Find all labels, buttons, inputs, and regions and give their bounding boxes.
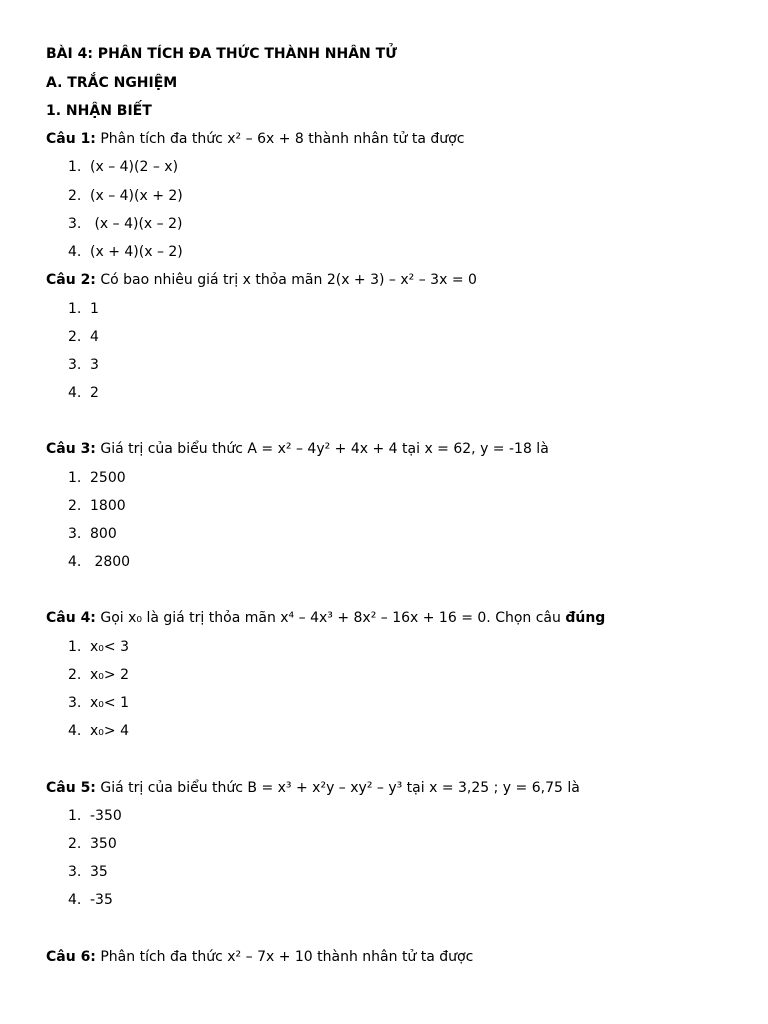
answer-option: 1. 1 xyxy=(68,301,99,317)
answer-option: 2. 4 xyxy=(68,329,99,345)
question-label: Câu 4: xyxy=(46,610,96,626)
question-1 xyxy=(46,130,464,148)
answer-option: 1. 2500 xyxy=(68,470,126,486)
question-text: Giá trị của biểu thức B = x³ + x²y – xy² – y³ tại x = 3,25 ; y = 6,75 là xyxy=(100,780,580,796)
answer-option: 4. 2800 xyxy=(68,554,131,570)
question-text: Có bao nhiêu giá trị x thỏa mãn 2(x + 3) – x² – 3x = 0 xyxy=(100,272,477,288)
question-text: Gọi x₀ là giá trị thỏa mãn x⁴ – 4x³ + 8x² – 16x + 16 = 0. Chọn câu xyxy=(100,610,561,626)
answer-option: 2. (x – 4)(x + 2) xyxy=(68,188,183,204)
question-label: Câu 2: xyxy=(46,272,96,288)
answer-option: 3. (x – 4)(x – 2) xyxy=(68,216,183,232)
answer-option: 4. (x + 4)(x – 2) xyxy=(68,244,183,260)
question-label: Câu 6: xyxy=(46,949,96,965)
question-2 xyxy=(46,271,477,289)
answer-option: 1. (x – 4)(2 – x) xyxy=(68,159,179,175)
question-4 xyxy=(46,609,605,627)
question-6 xyxy=(46,948,473,966)
question-label: Câu 5: xyxy=(46,780,96,796)
question-emphasis: đúng xyxy=(565,610,606,626)
answer-option: 3. 35 xyxy=(68,864,108,880)
answer-option: 2. 1800 xyxy=(68,498,126,514)
section-title: A. TRẮC NGHIỆM xyxy=(46,75,178,91)
answer-option: 3. x₀< 1 xyxy=(68,695,129,711)
question-label: Câu 1: xyxy=(46,131,96,147)
answer-option: 2. 350 xyxy=(68,836,117,852)
answer-option: 2. x₀> 2 xyxy=(68,667,129,683)
question-text: Phân tích đa thức x² – 7x + 10 thành nhân tử ta được xyxy=(100,949,474,965)
question-3 xyxy=(46,440,549,458)
answer-option: 4. -35 xyxy=(68,892,113,908)
answer-option: 3. 800 xyxy=(68,526,117,542)
question-label: Câu 3: xyxy=(46,441,96,457)
answer-option: 4. x₀> 4 xyxy=(68,723,129,739)
answer-option: 3. 3 xyxy=(68,357,99,373)
question-text: Phân tích đa thức x² – 6x + 8 thành nhân tử ta được xyxy=(100,131,465,147)
subsection-title: 1. NHẬN BIẾT xyxy=(46,103,152,119)
answer-option: 1. -350 xyxy=(68,808,122,824)
answer-option: 1. x₀< 3 xyxy=(68,639,129,655)
answer-option: 4. 2 xyxy=(68,385,99,401)
question-text: Giá trị của biểu thức A = x² – 4y² + 4x + 4 tại x = 62, y = -18 là xyxy=(100,441,549,457)
question-5 xyxy=(46,779,580,797)
lesson-title: BÀI 4: PHÂN TÍCH ĐA THỨC THÀNH NHÂN TỬ xyxy=(46,46,397,62)
